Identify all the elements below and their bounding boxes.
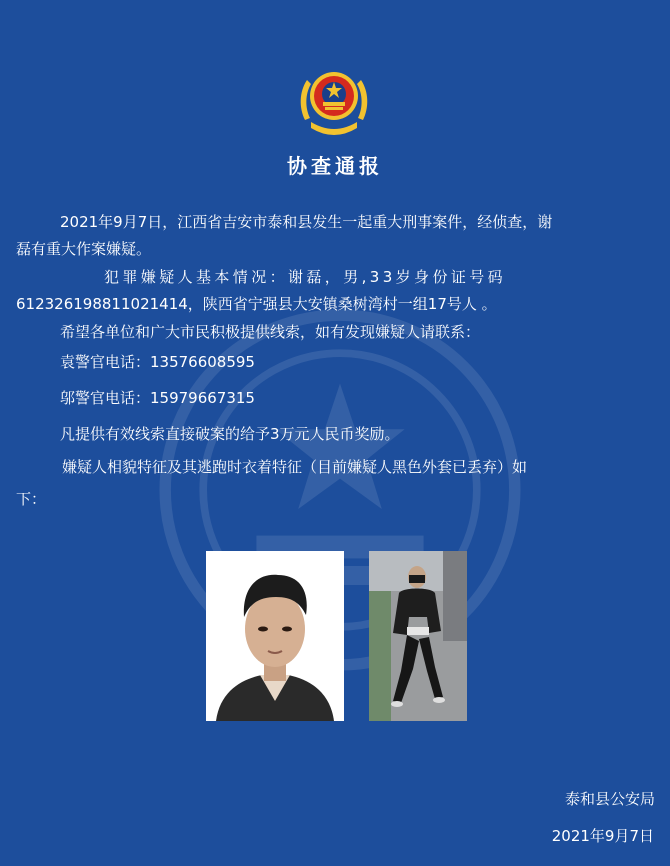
- suspect-info-line1: 犯罪嫌疑人基本情况：谢磊，男,33岁身份证号码: [104, 268, 507, 286]
- issuer-name: 泰和县公安局: [564, 790, 655, 808]
- issue-date: 2021年9月7日: [551, 827, 654, 845]
- police-emblem-icon: [297, 64, 371, 140]
- contact-wu: 邬警官电话：15979667315: [60, 389, 255, 407]
- contact-yuan: 袁警官电话：13576608595: [60, 353, 255, 371]
- reward-text: 凡提供有效线索直接破案的给予3万元人民币奖励。: [60, 425, 400, 443]
- suspect-surveillance-photo: [369, 551, 467, 721]
- appeal-text: 希望各单位和广大市民积极提供线索，如有发现嫌疑人请联系：: [60, 323, 481, 341]
- features-line1: 嫌疑人相貌特征及其逃跑时衣着特征（目前嫌疑人黑色外套已丢弃）如: [62, 458, 528, 476]
- case-paragraph-line2: 磊有重大作案嫌疑。: [16, 240, 152, 258]
- notice-title: 协查通报: [287, 154, 383, 178]
- case-paragraph-line1: 2021年9月7日，江西省吉安市泰和县发生一起重大刑事案件，经侦查，谢: [60, 213, 553, 231]
- suspect-portrait-photo: [206, 551, 344, 721]
- features-line2: 下：: [16, 490, 47, 508]
- suspect-info-line2: 612326198811021414，陕西省宁强县大安镇桑树湾村一组17号人 。: [16, 295, 497, 313]
